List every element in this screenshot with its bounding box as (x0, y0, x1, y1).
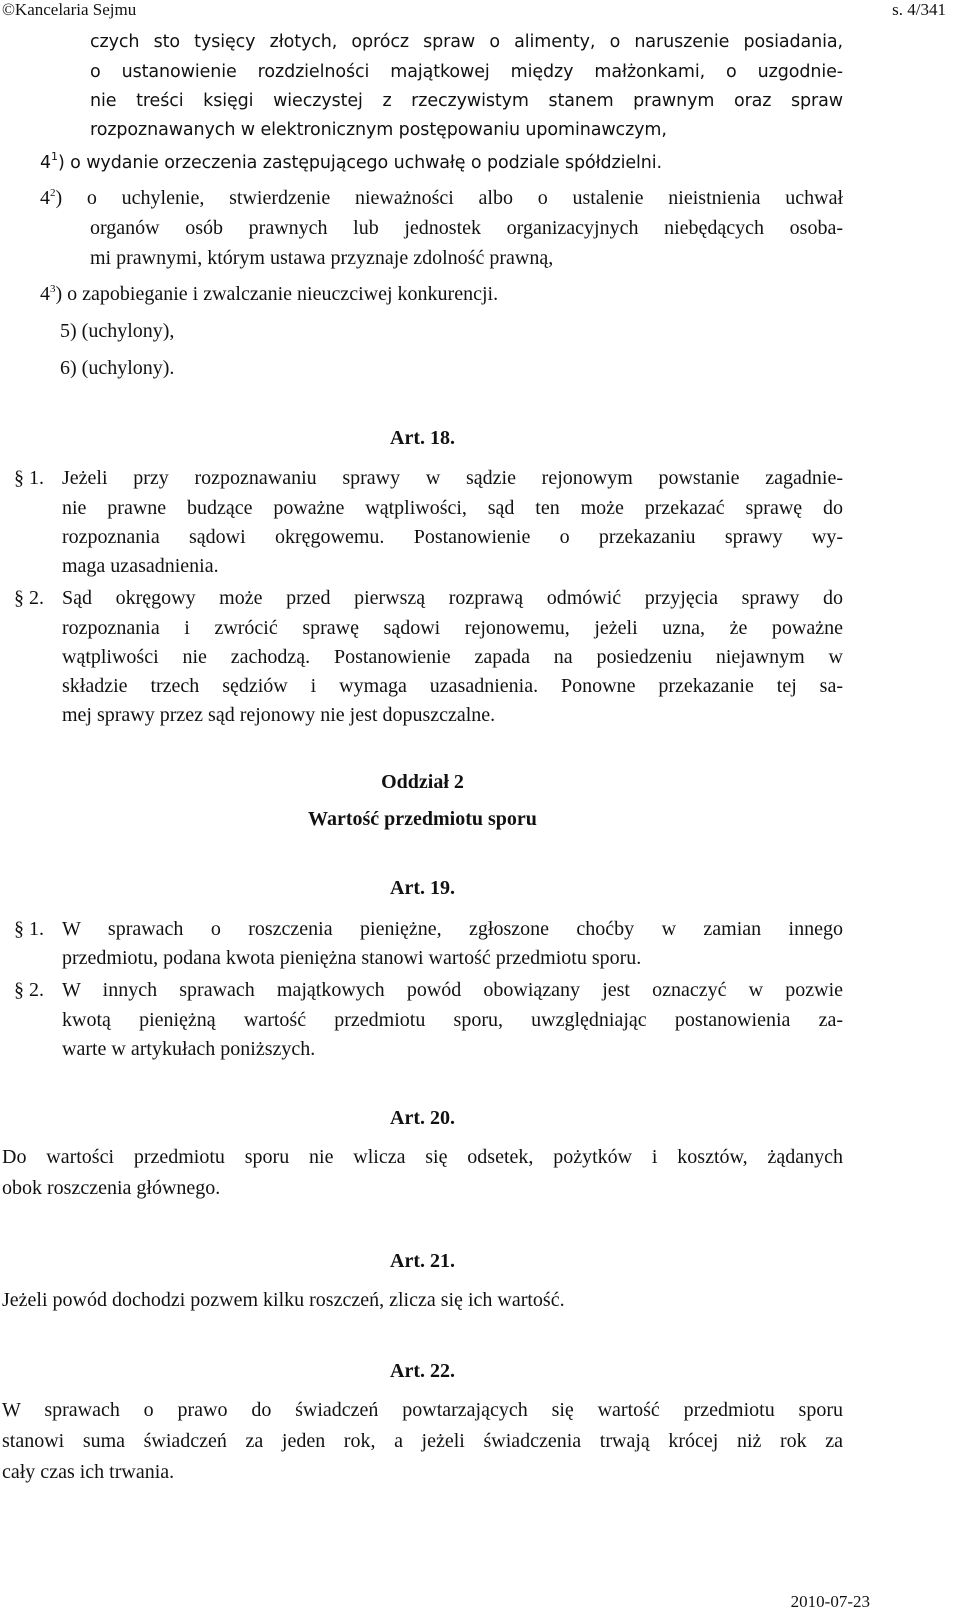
list-item3-line1: czych sto tysięcy złotych, oprócz spraw o alimenty, o naruszenie posiadania, (90, 32, 843, 52)
list-number: 4 (40, 283, 50, 305)
footer-date: 2010-07-23 (790, 1592, 870, 1611)
list-item3-line3: nie treści księgi wieczystej z rzeczywistym stanem prawnym oraz spraw (90, 91, 843, 111)
list-text: o wydanie orzeczenia zastępującego uchwałę o podziale spółdzielni. (64, 153, 662, 173)
article-heading-18: Art. 18. (390, 427, 455, 449)
art22-line1: W sprawach o prawo do świadczeń powtarzających się wartość przedmiotu sporu (2, 1399, 843, 1421)
art18-p1-line3: rozpoznania sądowi okręgowemu. Postanowienie o przekazaniu sprawy wy- (62, 526, 843, 548)
header-page-number: s. 4/341 (892, 0, 946, 19)
list-number-close: ) (55, 283, 63, 305)
section-subtitle: Wartość przedmiotu sporu (308, 808, 537, 830)
art19-p1-line2: przedmiotu, podana kwota pieniężna stanowi wartość przedmiotu sporu. (62, 947, 642, 969)
art18-p2-line3: wątpliwości nie zachodzą. Postanowienie zapada na posiedzeniu niejawnym w (62, 646, 843, 668)
art18-p2-line5: mej sprawy przez sąd rejonowy nie jest dopuszczalne. (62, 704, 496, 726)
superscript: 2 (50, 187, 56, 199)
art19-p1-line1: W sprawach o roszczenia pieniężne, zgłoszone choćby w zamian innego (62, 918, 843, 940)
list-text: o uchylenie, stwierdzenie nieważności albo o ustalenie nieistnienia uchwał (62, 187, 843, 209)
art18-p2-line2: rozpoznania i zwrócić sprawę sądowi rejonowemu, jeżeli uzna, że poważne (62, 617, 843, 639)
superscript: 1 (51, 150, 58, 163)
list-item-6: 6) (uchylony). (60, 357, 175, 379)
list-item3-line2: o ustanowienie rozdzielności majątkowej między małżonkami, o uzgodnie- (90, 62, 843, 82)
article-heading-21: Art. 21. (390, 1250, 455, 1272)
article-heading-20: Art. 20. (390, 1107, 455, 1129)
list-item-4-1 (40, 149, 662, 177)
superscript: 3 (50, 283, 56, 295)
list-text: o zapobieganie i zwalczanie nieuczciwej konkurencji. (62, 283, 499, 305)
art19-p2-line2: kwotą pieniężną wartość przedmiotu sporu, uwzględniając postanowienia za- (62, 1009, 843, 1031)
list-number: 4 (40, 187, 50, 209)
article-heading-22: Art. 22. (390, 1360, 455, 1382)
list-item-4-2-line2: organów osób prawnych lub jednostek organizacyjnych niebędących osoba- (90, 217, 843, 239)
list-item-5: 5) (uchylony), (60, 320, 175, 342)
list-item-4-2-line3: mi prawnymi, którym ustawa przyznaje zdolność prawną, (90, 247, 554, 269)
paragraph-mark: § 1. (14, 467, 44, 489)
list-number-close: ) (55, 187, 63, 209)
art21-line1: Jeżeli powód dochodzi pozwem kilku roszczeń, zlicza się ich wartość. (2, 1289, 565, 1311)
list-item3-line4: rozpoznawanych w elektronicznym postępowaniu upominawczym, (90, 120, 667, 140)
list-number-close: ) (57, 153, 65, 173)
art20-line2: obok roszczenia głównego. (2, 1177, 221, 1199)
art18-p1-line2: nie prawne budzące poważne wątpliwości, sąd ten może przekazać sprawę do (62, 497, 843, 519)
paragraph-mark: § 2. (14, 979, 44, 1001)
art18-p1-line4: maga uzasadnienia. (62, 555, 219, 577)
art18-p1-line1: Jeżeli przy rozpoznawaniu sprawy w sądzie rejonowym powstanie zagadnie- (62, 467, 843, 489)
section-title: Oddział 2 (381, 771, 464, 793)
list-item-4-2-line1 (40, 184, 843, 212)
art18-p2-line4: składzie trzech sędziów i wymaga uzasadnienia. Ponowne przekazanie tej sa- (62, 675, 843, 697)
list-number: 4 (40, 153, 52, 173)
paragraph-mark: § 1. (14, 918, 44, 940)
paragraph-mark: § 2. (14, 587, 44, 609)
art19-p2-line1: W innych sprawach majątkowych powód obowiązany jest oznaczyć w pozwie (62, 979, 843, 1001)
header-copyright: ©Kancelaria Sejmu (2, 0, 137, 19)
art20-line1: Do wartości przedmiotu sporu nie wlicza się odsetek, pożytków i kosztów, żądanych (2, 1146, 843, 1168)
list-item-4-3 (40, 280, 498, 308)
art22-line2: stanowi suma świadczeń za jeden rok, a jeżeli świadczenia trwają krócej niż rok za (2, 1430, 843, 1452)
article-heading-19: Art. 19. (390, 877, 455, 899)
art19-p2-line3: warte w artykułach poniższych. (62, 1038, 316, 1060)
art18-p2-line1: Sąd okręgowy może przed pierwszą rozprawą odmówić przyjęcia sprawy do (62, 587, 843, 609)
art22-line3: cały czas ich trwania. (2, 1461, 175, 1483)
